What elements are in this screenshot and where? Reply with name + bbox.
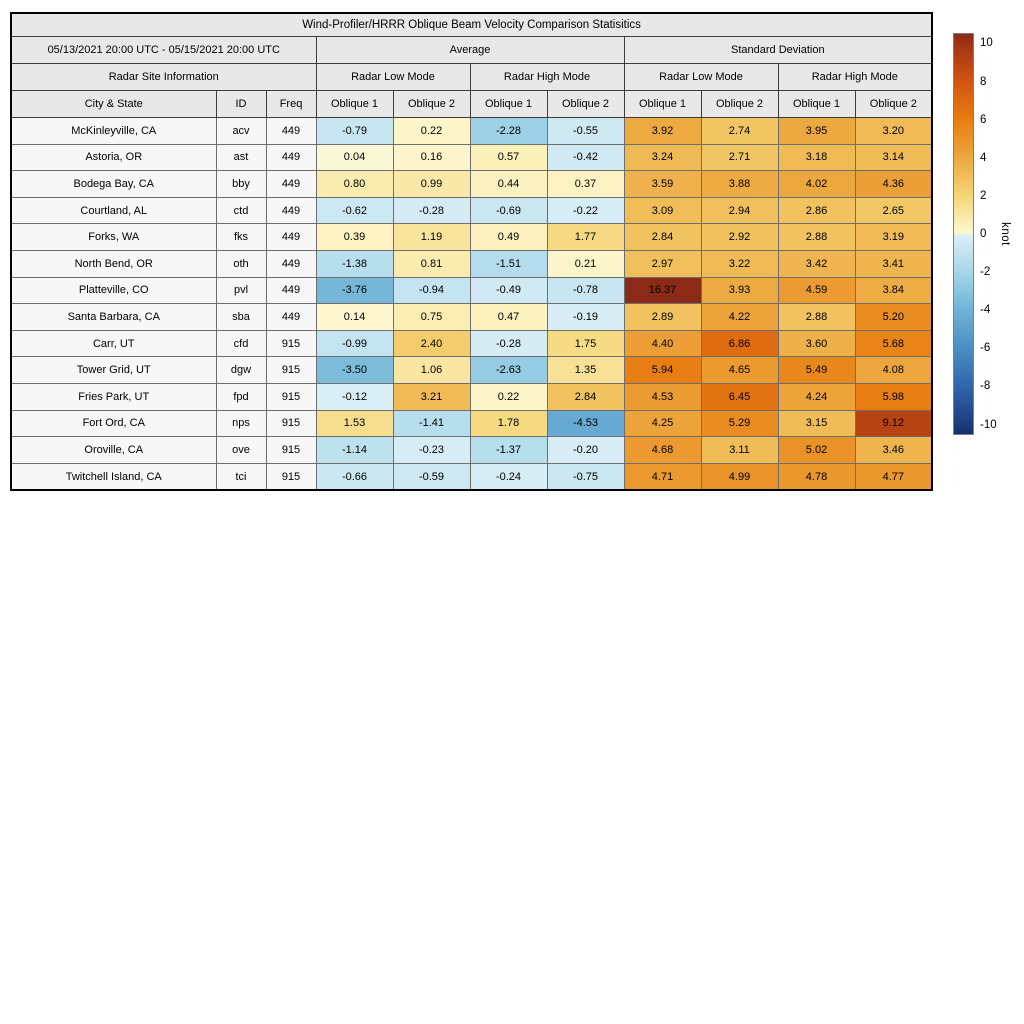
heat-value-cell: 4.68: [624, 437, 701, 464]
heat-value-cell: 2.88: [778, 224, 855, 251]
site-freq-cell: 915: [266, 330, 316, 357]
heat-value-cell: 2.84: [624, 224, 701, 251]
heat-value-cell: 16.37: [624, 277, 701, 304]
heat-value-cell: 5.20: [855, 304, 932, 331]
site-id-cell: oth: [216, 250, 266, 277]
heat-value-cell: 3.18: [778, 144, 855, 171]
site-city-cell: Santa Barbara, CA: [11, 304, 216, 331]
site-freq-cell: 915: [266, 410, 316, 437]
colorbar-tick-label: 8: [980, 75, 987, 88]
heat-value-cell: 0.57: [470, 144, 547, 171]
heat-value-cell: -0.22: [547, 197, 624, 224]
table-row: [11, 437, 932, 464]
heat-value-cell: 3.21: [393, 383, 470, 410]
colorbar-tick-label: -4: [980, 304, 991, 317]
col-header-id: ID: [216, 91, 266, 118]
heat-value-cell: 2.74: [701, 118, 778, 145]
heat-value-cell: 5.94: [624, 357, 701, 384]
heat-value-cell: 3.15: [778, 410, 855, 437]
site-id-cell: acv: [216, 118, 266, 145]
site-freq-cell: 449: [266, 144, 316, 171]
col-header-oblique1: Oblique 1: [316, 91, 393, 118]
site-city-cell: Platteville, CO: [11, 277, 216, 304]
heat-value-cell: 3.93: [701, 277, 778, 304]
table-row: [11, 357, 932, 384]
site-city-cell: North Bend, OR: [11, 250, 216, 277]
heat-value-cell: -0.49: [470, 277, 547, 304]
site-city-cell: Fries Park, UT: [11, 383, 216, 410]
site-city-cell: McKinleyville, CA: [11, 118, 216, 145]
heat-value-cell: 0.14: [316, 304, 393, 331]
site-freq-cell: 449: [266, 118, 316, 145]
heat-value-cell: -1.38: [316, 250, 393, 277]
heat-value-cell: 0.44: [470, 171, 547, 198]
site-freq-cell: 915: [266, 437, 316, 464]
site-city-cell: Courtland, AL: [11, 197, 216, 224]
heat-value-cell: 1.06: [393, 357, 470, 384]
mode-header-avg-low: Radar Low Mode: [316, 64, 470, 91]
table-row: [11, 463, 932, 490]
mode-header-std-low: Radar Low Mode: [624, 64, 778, 91]
table-row: [11, 410, 932, 437]
table-row: [11, 224, 932, 251]
heat-value-cell: 4.22: [701, 304, 778, 331]
site-city-cell: Fort Ord, CA: [11, 410, 216, 437]
heat-value-cell: 0.16: [393, 144, 470, 171]
site-id-cell: fpd: [216, 383, 266, 410]
colorbar-axis-label: knot: [999, 222, 1011, 246]
col-header-city-state: City & State: [11, 91, 216, 118]
heat-value-cell: -0.79: [316, 118, 393, 145]
heat-value-cell: 0.75: [393, 304, 470, 331]
heat-value-cell: 1.35: [547, 357, 624, 384]
heat-value-cell: 3.84: [855, 277, 932, 304]
heat-value-cell: -4.53: [547, 410, 624, 437]
heat-value-cell: 4.40: [624, 330, 701, 357]
heat-value-cell: 0.22: [470, 383, 547, 410]
heat-value-cell: -0.12: [316, 383, 393, 410]
site-id-cell: ast: [216, 144, 266, 171]
heat-value-cell: 4.53: [624, 383, 701, 410]
heat-value-cell: 0.49: [470, 224, 547, 251]
heat-value-cell: 5.49: [778, 357, 855, 384]
heat-value-cell: -3.50: [316, 357, 393, 384]
heat-value-cell: 1.78: [470, 410, 547, 437]
site-freq-cell: 915: [266, 463, 316, 490]
table-row: [11, 383, 932, 410]
heat-value-cell: 3.46: [855, 437, 932, 464]
heat-value-cell: 0.81: [393, 250, 470, 277]
heat-value-cell: 3.95: [778, 118, 855, 145]
site-id-cell: tci: [216, 463, 266, 490]
site-city-cell: Oroville, CA: [11, 437, 216, 464]
site-id-cell: cfd: [216, 330, 266, 357]
site-city-cell: Bodega Bay, CA: [11, 171, 216, 198]
colorbar-tick-label: 10: [980, 37, 993, 50]
heat-value-cell: 3.41: [855, 250, 932, 277]
heat-value-cell: 3.09: [624, 197, 701, 224]
heat-value-cell: -0.28: [393, 197, 470, 224]
heat-value-cell: 0.04: [316, 144, 393, 171]
col-header-oblique2: Oblique 2: [547, 91, 624, 118]
heat-value-cell: 4.65: [701, 357, 778, 384]
heat-value-cell: 6.86: [701, 330, 778, 357]
colorbar-tick-label: 4: [980, 151, 987, 164]
heat-value-cell: 3.24: [624, 144, 701, 171]
heat-value-cell: -0.23: [393, 437, 470, 464]
heat-value-cell: 0.39: [316, 224, 393, 251]
heat-value-cell: 2.65: [855, 197, 932, 224]
heat-value-cell: 2.97: [624, 250, 701, 277]
site-id-cell: ctd: [216, 197, 266, 224]
site-id-cell: fks: [216, 224, 266, 251]
heat-value-cell: 3.92: [624, 118, 701, 145]
heat-value-cell: -1.41: [393, 410, 470, 437]
group-header-average: Average: [316, 37, 624, 64]
heat-value-cell: 4.71: [624, 463, 701, 490]
site-id-cell: ove: [216, 437, 266, 464]
site-id-cell: dgw: [216, 357, 266, 384]
heat-value-cell: 0.80: [316, 171, 393, 198]
colorbar-tick-label: 6: [980, 113, 987, 126]
table-row: [11, 171, 932, 198]
col-header-oblique2: Oblique 2: [855, 91, 932, 118]
heat-value-cell: 3.19: [855, 224, 932, 251]
heat-value-cell: 2.89: [624, 304, 701, 331]
site-freq-cell: 449: [266, 171, 316, 198]
heat-value-cell: 5.29: [701, 410, 778, 437]
col-header-oblique2: Oblique 2: [393, 91, 470, 118]
colorbar-tick-label: -6: [980, 342, 991, 355]
group-header-standard-deviation: Standard Deviation: [624, 37, 932, 64]
heat-value-cell: 1.77: [547, 224, 624, 251]
heat-value-cell: 1.75: [547, 330, 624, 357]
site-freq-cell: 449: [266, 224, 316, 251]
heat-value-cell: -0.28: [470, 330, 547, 357]
colorbar-tick-label: -10: [980, 418, 997, 431]
heat-value-cell: 3.42: [778, 250, 855, 277]
heat-value-cell: 0.21: [547, 250, 624, 277]
heat-value-cell: -0.69: [470, 197, 547, 224]
heat-value-cell: -0.94: [393, 277, 470, 304]
heat-value-cell: 5.68: [855, 330, 932, 357]
table-row: [11, 197, 932, 224]
colorbar-tick-label: -8: [980, 380, 991, 393]
heat-value-cell: -0.66: [316, 463, 393, 490]
heat-value-cell: -1.37: [470, 437, 547, 464]
stats-table: [10, 12, 933, 491]
heat-value-cell: 2.84: [547, 383, 624, 410]
col-header-oblique1: Oblique 1: [778, 91, 855, 118]
heat-value-cell: 4.59: [778, 277, 855, 304]
heat-value-cell: 3.88: [701, 171, 778, 198]
heat-value-cell: -1.14: [316, 437, 393, 464]
heat-value-cell: 3.60: [778, 330, 855, 357]
table-row: [11, 304, 932, 331]
heat-value-cell: 3.22: [701, 250, 778, 277]
site-city-cell: Astoria, OR: [11, 144, 216, 171]
heat-value-cell: -2.63: [470, 357, 547, 384]
heat-value-cell: 3.14: [855, 144, 932, 171]
title-row: [11, 13, 932, 37]
site-info-header: Radar Site Information: [11, 64, 316, 91]
heat-value-cell: 1.53: [316, 410, 393, 437]
site-freq-cell: 449: [266, 197, 316, 224]
heat-value-cell: 3.20: [855, 118, 932, 145]
site-city-cell: Carr, UT: [11, 330, 216, 357]
heat-value-cell: 6.45: [701, 383, 778, 410]
heat-value-cell: -3.76: [316, 277, 393, 304]
mode-header-avg-high: Radar High Mode: [470, 64, 624, 91]
heat-value-cell: 4.77: [855, 463, 932, 490]
site-freq-cell: 915: [266, 383, 316, 410]
heat-value-cell: 5.98: [855, 383, 932, 410]
heat-value-cell: 4.78: [778, 463, 855, 490]
heat-value-cell: 3.59: [624, 171, 701, 198]
table-row: [11, 144, 932, 171]
heat-value-cell: -0.20: [547, 437, 624, 464]
heat-value-cell: 0.47: [470, 304, 547, 331]
heat-value-cell: -0.62: [316, 197, 393, 224]
colorbar-tick-label: 0: [980, 228, 987, 240]
heat-value-cell: 2.71: [701, 144, 778, 171]
heat-value-cell: -0.59: [393, 463, 470, 490]
colorbar-tick-label: 2: [980, 189, 987, 202]
col-header-oblique2: Oblique 2: [701, 91, 778, 118]
col-header-oblique1: Oblique 1: [470, 91, 547, 118]
heat-value-cell: -2.28: [470, 118, 547, 145]
site-city-cell: Twitchell Island, CA: [11, 463, 216, 490]
heat-value-cell: -0.75: [547, 463, 624, 490]
site-freq-cell: 915: [266, 357, 316, 384]
heat-value-cell: 5.02: [778, 437, 855, 464]
heat-value-cell: -0.24: [470, 463, 547, 490]
heat-value-cell: 4.24: [778, 383, 855, 410]
heat-value-cell: 9.12: [855, 410, 932, 437]
heat-value-cell: 2.92: [701, 224, 778, 251]
site-id-cell: pvl: [216, 277, 266, 304]
site-id-cell: bby: [216, 171, 266, 198]
heat-value-cell: 4.02: [778, 171, 855, 198]
table-title: Wind-Profiler/HRRR Oblique Beam Velocity Comparison Statisitics: [11, 13, 932, 37]
heat-value-cell: 4.25: [624, 410, 701, 437]
heat-value-cell: 2.94: [701, 197, 778, 224]
mode-header-std-high: Radar High Mode: [778, 64, 932, 91]
table-row: [11, 277, 932, 304]
heat-value-cell: -0.55: [547, 118, 624, 145]
col-header-freq: Freq: [266, 91, 316, 118]
heat-value-cell: 1.19: [393, 224, 470, 251]
heat-value-cell: -0.99: [316, 330, 393, 357]
heat-value-cell: 2.88: [778, 304, 855, 331]
site-freq-cell: 449: [266, 250, 316, 277]
site-freq-cell: 449: [266, 277, 316, 304]
heat-value-cell: 4.36: [855, 171, 932, 198]
heat-value-cell: -0.19: [547, 304, 624, 331]
site-id-cell: sba: [216, 304, 266, 331]
heat-value-cell: -0.78: [547, 277, 624, 304]
date-range: 05/13/2021 20:00 UTC - 05/15/2021 20:00 UTC: [11, 37, 316, 64]
column-header-row: [11, 91, 932, 118]
heat-value-cell: 2.86: [778, 197, 855, 224]
mode-header-row: [11, 64, 932, 91]
site-city-cell: Forks, WA: [11, 224, 216, 251]
site-id-cell: nps: [216, 410, 266, 437]
heat-value-cell: 4.99: [701, 463, 778, 490]
heat-value-cell: 0.99: [393, 171, 470, 198]
heat-value-cell: -0.42: [547, 144, 624, 171]
heat-value-cell: 0.37: [547, 171, 624, 198]
group-header-row: [11, 37, 932, 64]
site-city-cell: Tower Grid, UT: [11, 357, 216, 384]
heat-value-cell: 0.22: [393, 118, 470, 145]
heat-value-cell: 2.40: [393, 330, 470, 357]
col-header-oblique1: Oblique 1: [624, 91, 701, 118]
table-row: [11, 250, 932, 277]
colorbar: [953, 33, 974, 435]
heat-value-cell: 3.11: [701, 437, 778, 464]
colorbar-tick-label: -2: [980, 266, 991, 279]
table-row: [11, 330, 932, 357]
heat-value-cell: 4.08: [855, 357, 932, 384]
table-row: [11, 118, 932, 145]
site-freq-cell: 449: [266, 304, 316, 331]
heat-value-cell: -1.51: [470, 250, 547, 277]
